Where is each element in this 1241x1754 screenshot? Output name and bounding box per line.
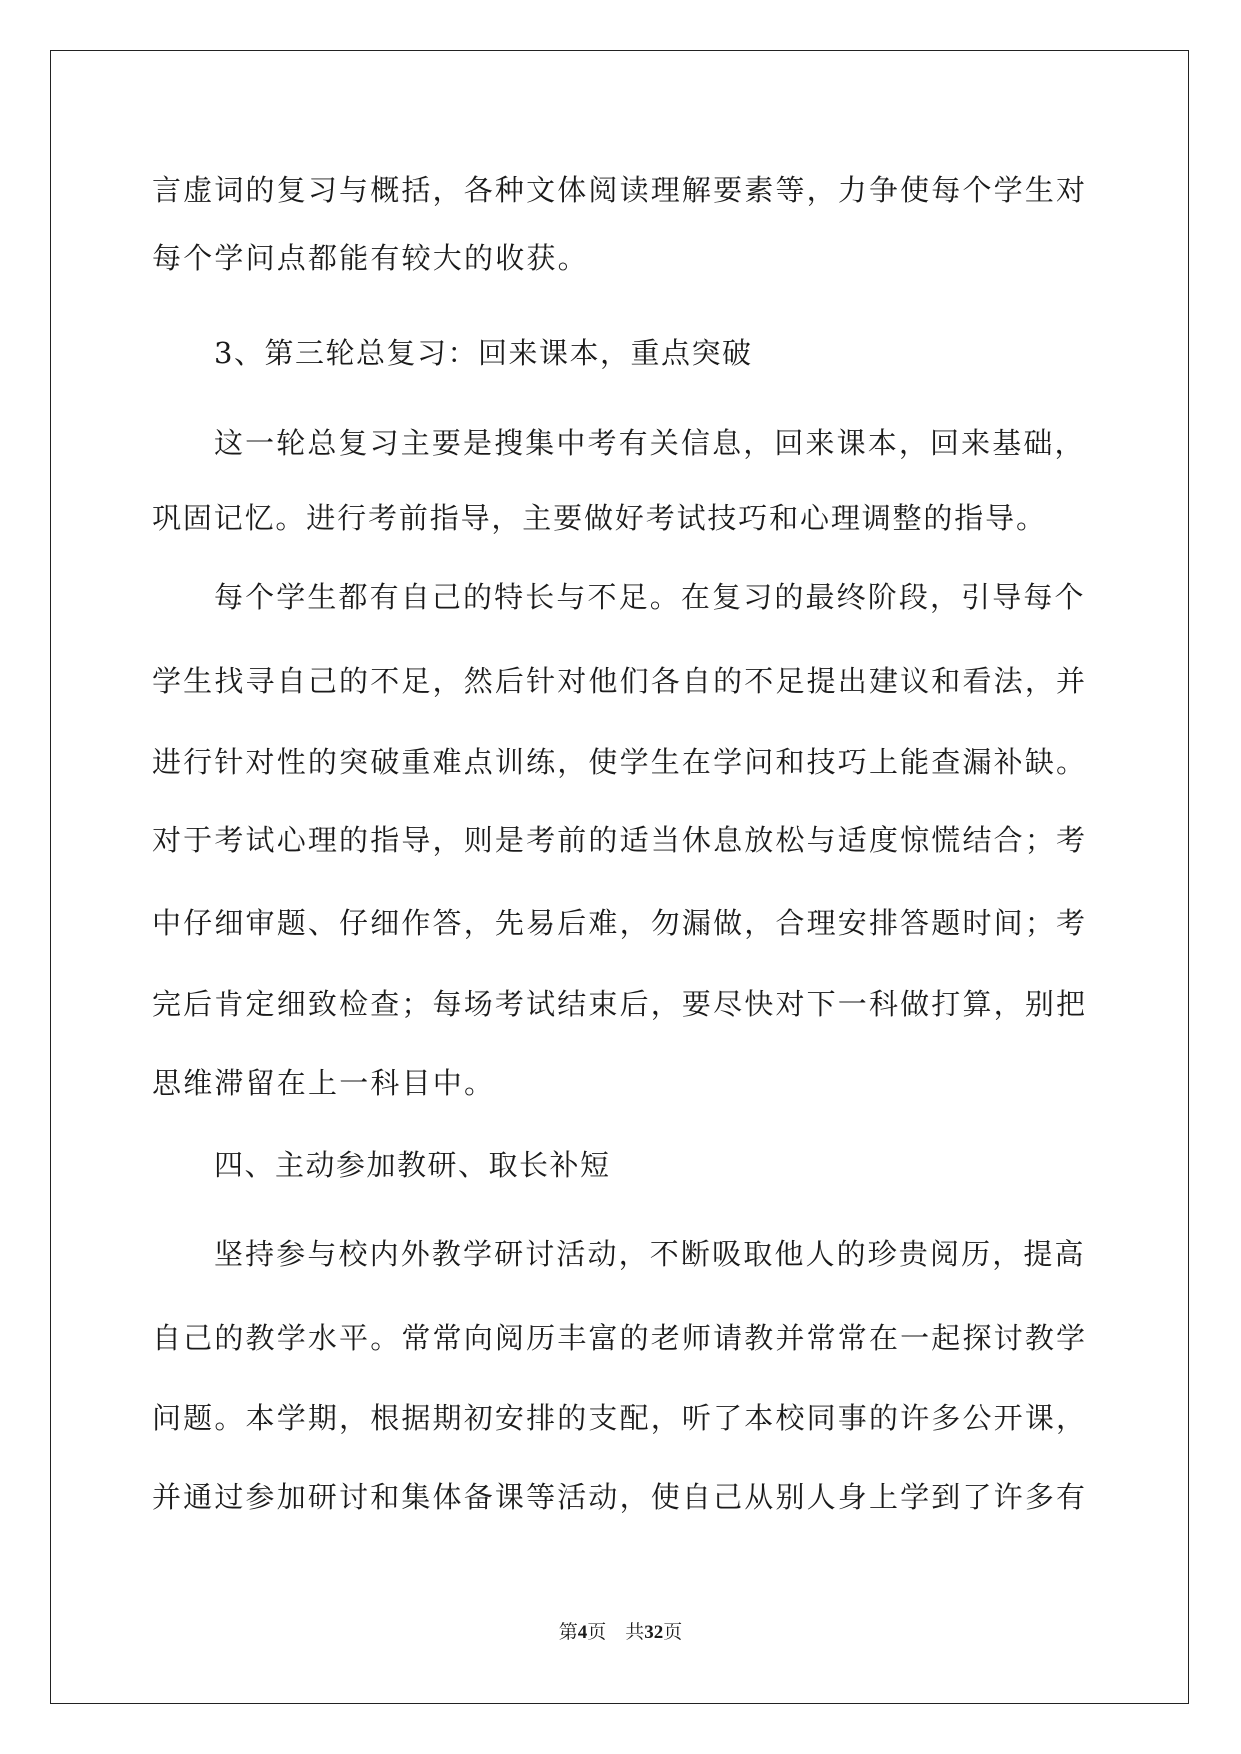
- paragraph-start: 这一轮总复习主要是搜集中考有关信息，回来课本，回来基础，: [214, 426, 1085, 460]
- text-line: 进行针对性的突破重难点训练，使学生在学问和技巧上能查漏补缺。: [152, 745, 1085, 779]
- page-suffix: 页: [587, 1622, 607, 1643]
- text-line: 自己的教学水平。常常向阅历丰富的老师请教并常常在一起探讨教学: [152, 1321, 1085, 1355]
- text-line: 问题。本学期，根据期初安排的支配，听了本校同事的许多公开课，: [152, 1401, 1085, 1435]
- text-line: 思维滞留在上一科目中。: [152, 1066, 496, 1100]
- text-line: 对于考试心理的指导，则是考前的适当休息放松与适度惊慌结合；考: [152, 823, 1085, 857]
- total-pages: 32: [644, 1622, 664, 1643]
- page-footer: [0, 1618, 1241, 1648]
- page-number: 4: [577, 1622, 588, 1643]
- total-suffix: 页: [663, 1622, 683, 1643]
- text-line: 并通过参加研讨和集体备课等活动，使自己从别人身上学到了许多有: [152, 1480, 1085, 1514]
- paragraph-start: 每个学生都有自己的特长与不足。在复习的最终阶段，引导每个: [214, 580, 1085, 614]
- text-line: 学生找寻自己的不足，然后针对他们各自的不足提出建议和看法，并: [152, 664, 1085, 698]
- text-line: 中仔细审题、仔细作答，先易后难，勿漏做，合理安排答题时间；考: [152, 906, 1085, 940]
- total-prefix: 共: [625, 1622, 645, 1643]
- page-prefix: 第: [558, 1622, 578, 1643]
- text-line: 言虚词的复习与概括，各种文体阅读理解要素等，力争使每个学生对: [152, 173, 1085, 207]
- page-border: [50, 50, 1189, 1704]
- text-line: 完后肯定细致检查；每场考试结束后，要尽快对下一科做打算，别把: [152, 987, 1085, 1021]
- text-line: 巩固记忆。进行考前指导，主要做好考试技巧和心理调整的指导。: [152, 501, 1045, 535]
- section-heading: 四、主动参加教研、取长补短: [214, 1148, 611, 1182]
- section-heading: 3、第三轮总复习：回来课本，重点突破: [214, 336, 753, 370]
- text-line: 每个学问点都能有较大的收获。: [152, 241, 589, 275]
- paragraph-start: 坚持参与校内外教学研讨活动，不断吸取他人的珍贵阅历，提高: [214, 1237, 1085, 1271]
